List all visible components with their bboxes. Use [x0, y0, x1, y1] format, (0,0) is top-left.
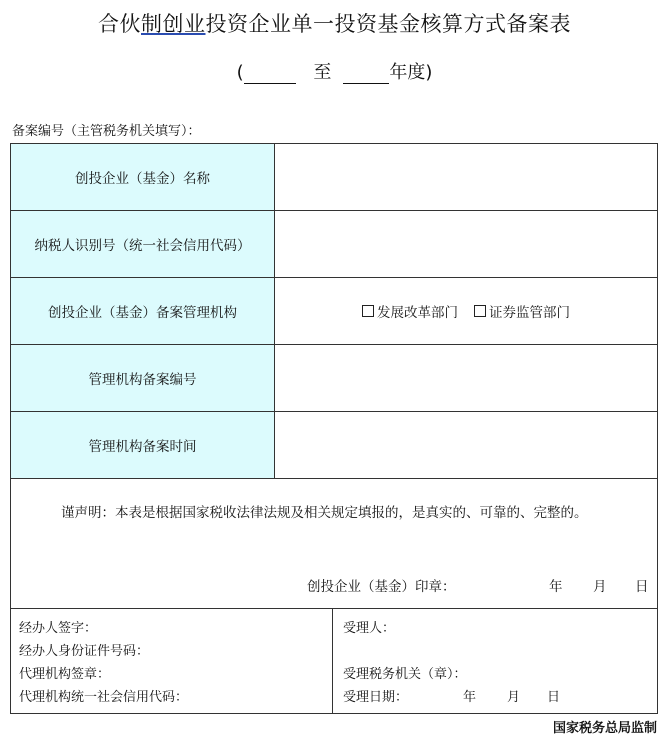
acceptor[interactable]: 受理人： — [343, 621, 396, 636]
fund-name-field[interactable] — [275, 144, 657, 210]
option-securities-regulator[interactable]: 证券监管部门 — [474, 301, 570, 321]
agent-block — [11, 609, 333, 713]
declaration-section — [11, 479, 657, 609]
option-development-reform[interactable]: 发展改革部门 — [362, 301, 458, 321]
form-table — [10, 143, 658, 714]
table-row — [11, 412, 657, 479]
end-year-blank[interactable] — [343, 65, 389, 84]
table-row — [11, 144, 657, 211]
handler-id-number[interactable]: 经办人身份证件号码： — [19, 644, 150, 659]
agency-credit-code[interactable]: 代理机构统一社会信用代码： — [19, 690, 189, 705]
tax-office-seal[interactable]: 受理税务机关（章）： — [343, 667, 467, 682]
registration-number-label: 备案编号（主管税务机关填写）： — [12, 124, 201, 139]
table-row — [11, 278, 657, 345]
signature-section — [11, 609, 657, 713]
checkbox-icon[interactable] — [362, 305, 374, 317]
table-row — [11, 345, 657, 412]
acceptance-date[interactable]: 受理日期： 年 月 日 — [343, 690, 561, 705]
declaration-text: 谨声明：本表是根据国家税收法律法规及相关规定填报的，是真实的、可靠的、完整的。 — [61, 505, 588, 521]
handler-signature[interactable]: 经办人签字： — [19, 621, 98, 636]
taxpayer-id-label: 纳税人识别号（统一社会信用代码） — [11, 211, 275, 277]
issuer-footer: 国家税务总局监制 — [552, 721, 657, 736]
form-title: 合伙制创业投资企业单一投资基金核算方式备案表 — [98, 12, 571, 36]
spacer-line — [343, 640, 657, 663]
registration-time-label: 管理机构备案时间 — [11, 412, 275, 478]
filing-authority-options — [275, 278, 657, 344]
registration-no-field[interactable] — [275, 345, 657, 411]
filing-authority-label: 创投企业（基金）备案管理机构 — [11, 278, 275, 344]
period-line: ( 至 年度) — [236, 62, 433, 83]
fund-name-label: 创投企业（基金）名称 — [11, 144, 275, 210]
start-year-blank[interactable] — [244, 65, 296, 84]
seal-month: 月 — [593, 579, 607, 595]
registration-no-label: 管理机构备案编号 — [11, 345, 275, 411]
agency-seal[interactable]: 代理机构签章： — [19, 667, 111, 682]
taxpayer-id-field[interactable] — [275, 211, 657, 277]
registration-time-field[interactable] — [275, 412, 657, 478]
seal-day: 日 — [635, 579, 649, 595]
seal-year: 年 — [549, 579, 563, 595]
seal-label: 创投企业（基金）印章： — [307, 579, 456, 595]
checkbox-icon[interactable] — [474, 305, 486, 317]
table-row — [11, 211, 657, 278]
tax-office-block — [333, 609, 657, 713]
